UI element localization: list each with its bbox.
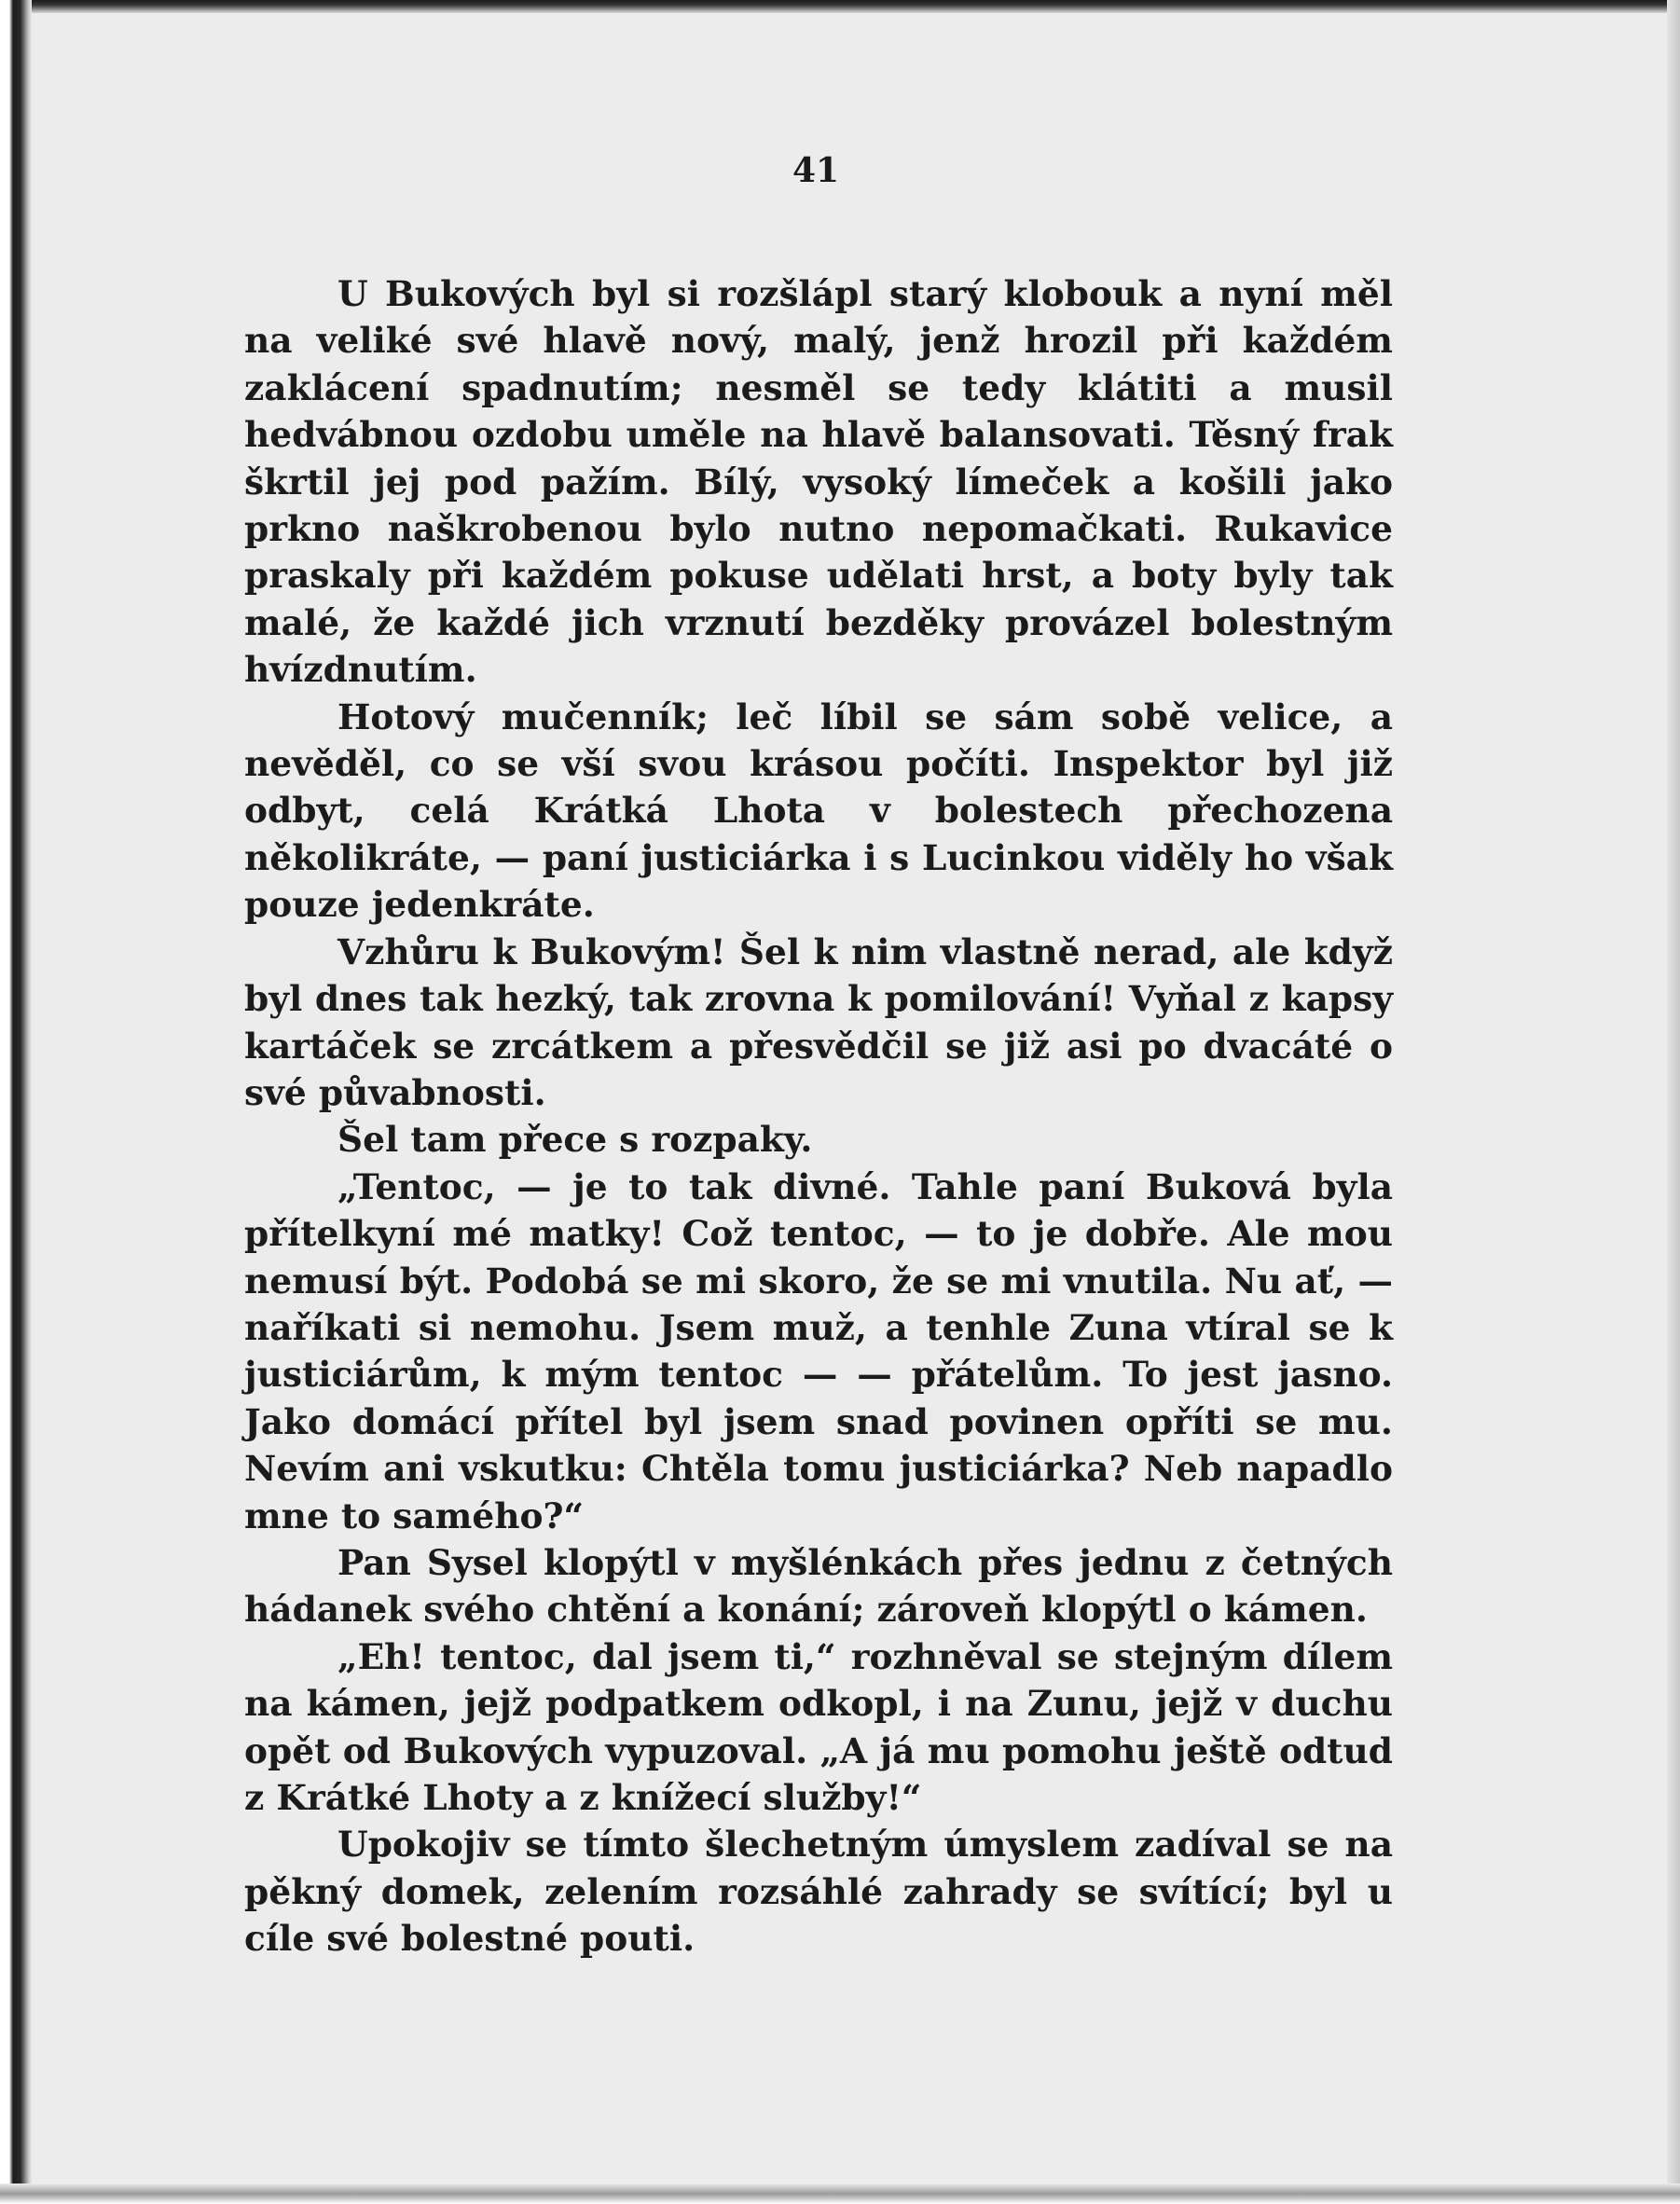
- paragraph: Vzhůru k Bukovým! Šel k nim vlastně nerad, ale když byl dnes tak hezký, tak zrovna k pomilování! Vyňal z kapsy kartáček se zrcátkem a přesvědčil se již asi po dvacáté o své půvabnosti.: [244, 930, 1393, 1113]
- paragraph: „Eh! tentoc, dal jsem ti,“ rozhněval se stejným dílem na kámen, jejž podpatkem odkopl, i na Zunu, jejž v duchu opět od Bukových vypuzoval. „A já mu pomohu ještě odtud z Krátké Lhoty a z knížecí služby!“: [244, 1635, 1393, 1818]
- page-number: 41: [792, 151, 840, 190]
- paragraph: Hotový mučenník; leč líbil se sám sobě velice, a nevěděl, co se vší svou krásou počíti. Inspektor byl již odbyt, celá Krátká Lhota v bolestech přechozena několikráte, — paní justiciárka i s Lucinkou viděly ho však pouze jedenkráte.: [244, 696, 1393, 926]
- scan-edge-left: [0, 0, 32, 2204]
- scan-edge-bottom: [0, 2183, 1680, 2204]
- paragraph: „Tentoc, — je to tak divné. Tahle paní Buková byla přítelkyní mé matky! Což tentoc, — to je dobře. Ale mou nemusí být. Podobá se mi skoro, že se mi vnutila. Nu ať, — naříkati si nemohu. Jsem muž, a tenhle Zuna vtíral se k justiciárům, k mým tentoc — — přátelům. To jest jasno. Jako domácí přítel byl jsem snad povinen opříti se mu. Nevím ani vskutku: Chtěla tomu justiciárka? Neb napadlo mne to samého?“: [244, 1165, 1393, 1536]
- text-body: [244, 270, 1393, 1963]
- scan-edge-top: [0, 0, 1680, 13]
- paragraph: Upokojiv se tímto šlechetným úmyslem zadíval se na pěkný domek, zelením rozsáhlé zahrady se svítící; byl u cíle své bolestné pouti.: [244, 1824, 1393, 1960]
- paragraph: U Bukových byl si rozšlápl starý klobouk a nyní měl na veliké své hlavě nový, malý, jenž hrozil při každém zaklácení spadnutím; nesměl se tedy klátiti a musil hedvábnou ozdobu uměle na hlavě balansovati. Těsný frak škrtil jej pod pažím. Bílý, vysoký límeček a košili jako prkno naškrobenou bylo nutno nepomačkati. Rukavice praskaly při každém pokuse udělati hrst, a boty byly tak malé, že každé jich vrznutí bezděky provázel bolestným hvízdnutím.: [244, 273, 1393, 691]
- paragraph: Šel tam přece s rozpaky.: [337, 1119, 813, 1161]
- scan-edge-right: [1667, 0, 1680, 2204]
- paragraph: Pan Sysel klopýtl v myšlénkách přes jednu z četných hádanek svého chtění a konání; zároveň klopýtl o kámen.: [244, 1541, 1393, 1631]
